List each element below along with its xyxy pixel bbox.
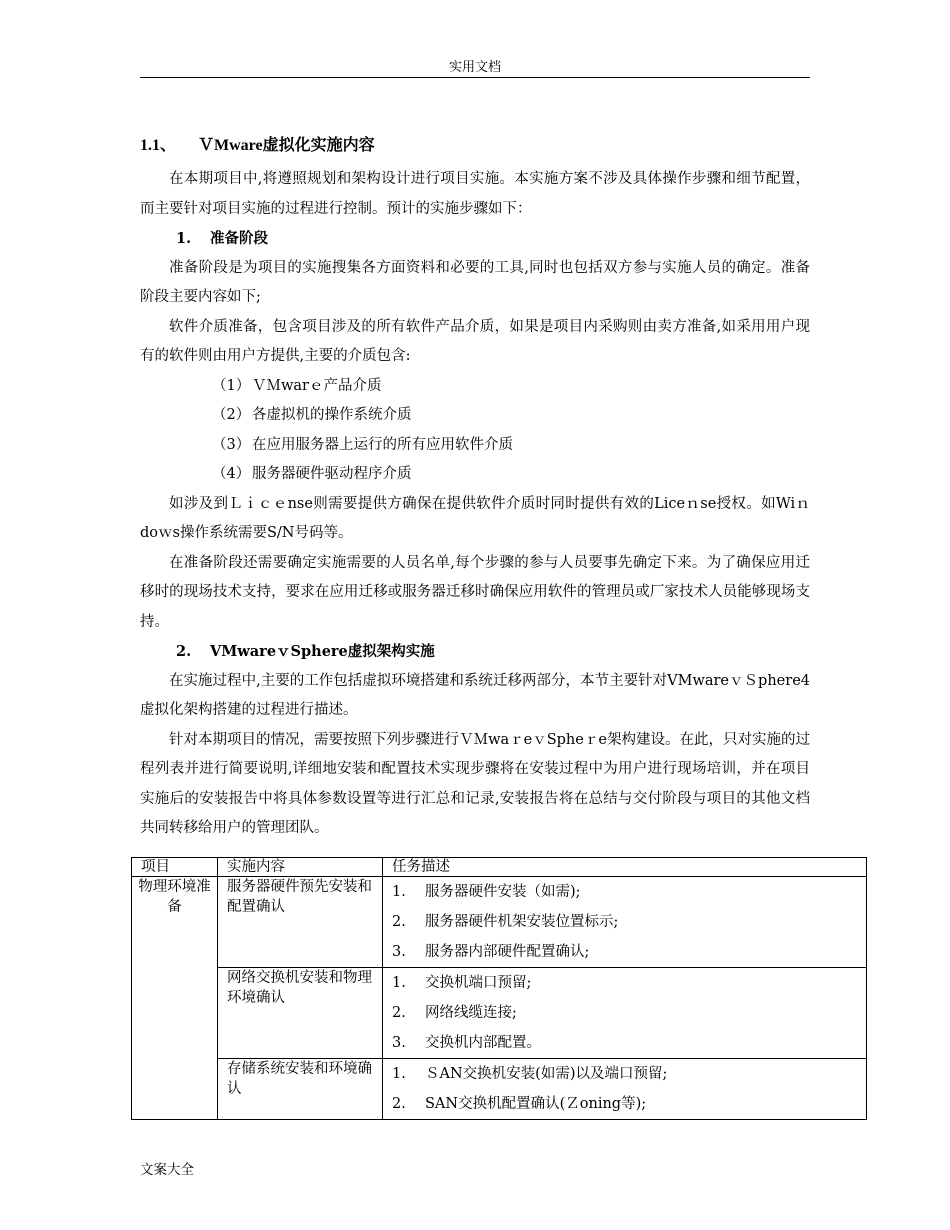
document-body <box>140 132 810 844</box>
intro-paragraph: 在本期项目中,将遵照规划和架构设计进行项目实施。本实施方案不涉及具体操作步骤和细节配置，而主要针对项目实施的过程进行控制。预计的实施步骤如下： <box>140 171 810 217</box>
table-row <box>132 968 867 1059</box>
table-header-row <box>132 858 867 877</box>
step-1-number: 1. <box>176 230 192 247</box>
list-text: ＶＭwarｅ产品介质 <box>252 377 382 394</box>
section-title: ＶMware虚拟化实施内容 <box>198 137 375 154</box>
media-list-item <box>140 431 810 461</box>
task-text: 交换机端口预留; <box>425 975 532 991</box>
step-1-title: 准备阶段 <box>210 230 268 247</box>
prep-paragraph-4: 在准备阶段还需要确定实施需要的人员名单,每个步骤的参与人员要事先确定下来。为了确保应用迁移时的现场技术支持，要求在应用迁移或服务器迁移时确保应用软件的管理员或厂家技术人员能够现场支持。 <box>140 554 810 630</box>
page-header <box>140 56 810 78</box>
task-number: 2. <box>392 1005 406 1021</box>
task-item <box>392 968 866 998</box>
task-cell <box>383 1059 867 1120</box>
table-header-cell: 实施内容 <box>218 858 383 877</box>
header-title: 实用文档 <box>448 60 501 75</box>
media-list-item <box>140 460 810 490</box>
task-item <box>392 1089 866 1119</box>
list-number: （4） <box>212 466 251 482</box>
task-text: SAN交换机配置确认(Ｚoning等); <box>425 1096 647 1112</box>
task-item <box>392 937 866 967</box>
list-number: （3） <box>212 436 251 453</box>
project-cell: 物理环境准备 <box>132 877 218 1120</box>
task-list <box>392 1059 866 1119</box>
task-item <box>392 1028 866 1058</box>
prep-paragraph-1: 准备阶段是为项目的实施搜集各方面资料和必要的工具,同时也包括双方参与实施人员的确定。准备阶段主要内容如下; <box>140 259 810 305</box>
task-number: 2. <box>392 1096 406 1112</box>
task-item <box>392 877 866 907</box>
task-number: 3. <box>392 944 406 960</box>
task-text: 交换机内部配置。 <box>425 1035 541 1051</box>
impl-paragraph-1: 在实施过程中,主要的工作包括虚拟环境搭建和系统迁移两部分，本节主要针对VMwareｖＳphere4虚拟化架构搭建的过程进行描述。 <box>140 672 810 718</box>
task-number: 1. <box>392 884 406 900</box>
task-number: 3. <box>392 1035 406 1051</box>
table-header-cell: 项目 <box>132 858 218 877</box>
task-list <box>392 968 866 1058</box>
task-item <box>392 907 866 937</box>
task-number: 1. <box>392 1066 406 1082</box>
list-text: 服务器硬件驱动程序介质 <box>252 466 412 482</box>
step-1-heading <box>140 224 810 254</box>
task-item <box>392 998 866 1028</box>
list-text: 各虚拟机的操作系统介质 <box>252 407 412 423</box>
prep-paragraph-2: 软件介质准备，包含项目涉及的所有软件产品介质，如果是项目内采购则由卖方准备,如采用用户现有的软件则由用户方提供,主要的介质包含: <box>140 318 810 364</box>
task-cell <box>383 877 867 968</box>
content-cell: 服务器硬件预先安装和配置确认 <box>218 877 383 968</box>
list-number: （2） <box>212 407 251 423</box>
implementation-table <box>131 857 867 1120</box>
step-2-number: 2. <box>176 643 192 660</box>
table-header-cell: 任务描述 <box>383 858 867 877</box>
impl-paragraph-2: 针对本期项目的情况，需要按照下列步骤进行ＶＭwaｒeｖSpheｒe架构建设。在此，只对实施的过程列表并进行简要说明,详细地安装和配置技术实现步骤将在安装过程中为用户进行现场培训，并在项目实施后的安装报告中将具体参数设置等进行汇总和记录,安装报告将在总结与交付阶段与项目的其他文档共同转移给用户的管理团队。 <box>140 731 810 836</box>
step-2-heading <box>140 637 810 667</box>
task-text: 服务器内部硬件配置确认; <box>425 944 590 960</box>
section-heading <box>140 132 810 155</box>
task-text: 服务器硬件安装（如需); <box>425 884 581 900</box>
table-row <box>132 877 867 968</box>
task-text: 服务器硬件机架安装位置标示; <box>425 914 619 930</box>
list-number: （1） <box>212 377 251 394</box>
task-number: 1. <box>392 975 406 991</box>
content-cell: 网络交换机安装和物理环境确认 <box>218 968 383 1059</box>
page-footer <box>140 1158 194 1178</box>
task-item <box>392 1059 866 1089</box>
task-cell <box>383 968 867 1059</box>
task-text: 网络线缆连接; <box>425 1005 517 1021</box>
step-2-title: VMwareｖSphere虚拟架构实施 <box>210 643 435 660</box>
section-number: 1.1、 <box>140 137 177 154</box>
task-text: ＳAN交换机安装(如需)以及端口预留; <box>425 1066 668 1082</box>
footer-text: 文案大全 <box>140 1162 194 1178</box>
content-cell: 存储系统安装和环境确认 <box>218 1059 383 1120</box>
task-list <box>392 877 866 967</box>
prep-paragraph-3: 如涉及到Ｌｉｃｅnse则需要提供方确保在提供软件介质时同时提供有效的Liceｎse授权。如Wiｎdoｗs操作系统需要S/N号码等。 <box>140 495 810 541</box>
task-number: 2. <box>392 914 406 930</box>
list-text: 在应用服务器上运行的所有应用软件介质 <box>252 436 513 453</box>
table-row <box>132 1059 867 1120</box>
media-list-item <box>140 401 810 431</box>
media-list-item <box>140 372 810 402</box>
